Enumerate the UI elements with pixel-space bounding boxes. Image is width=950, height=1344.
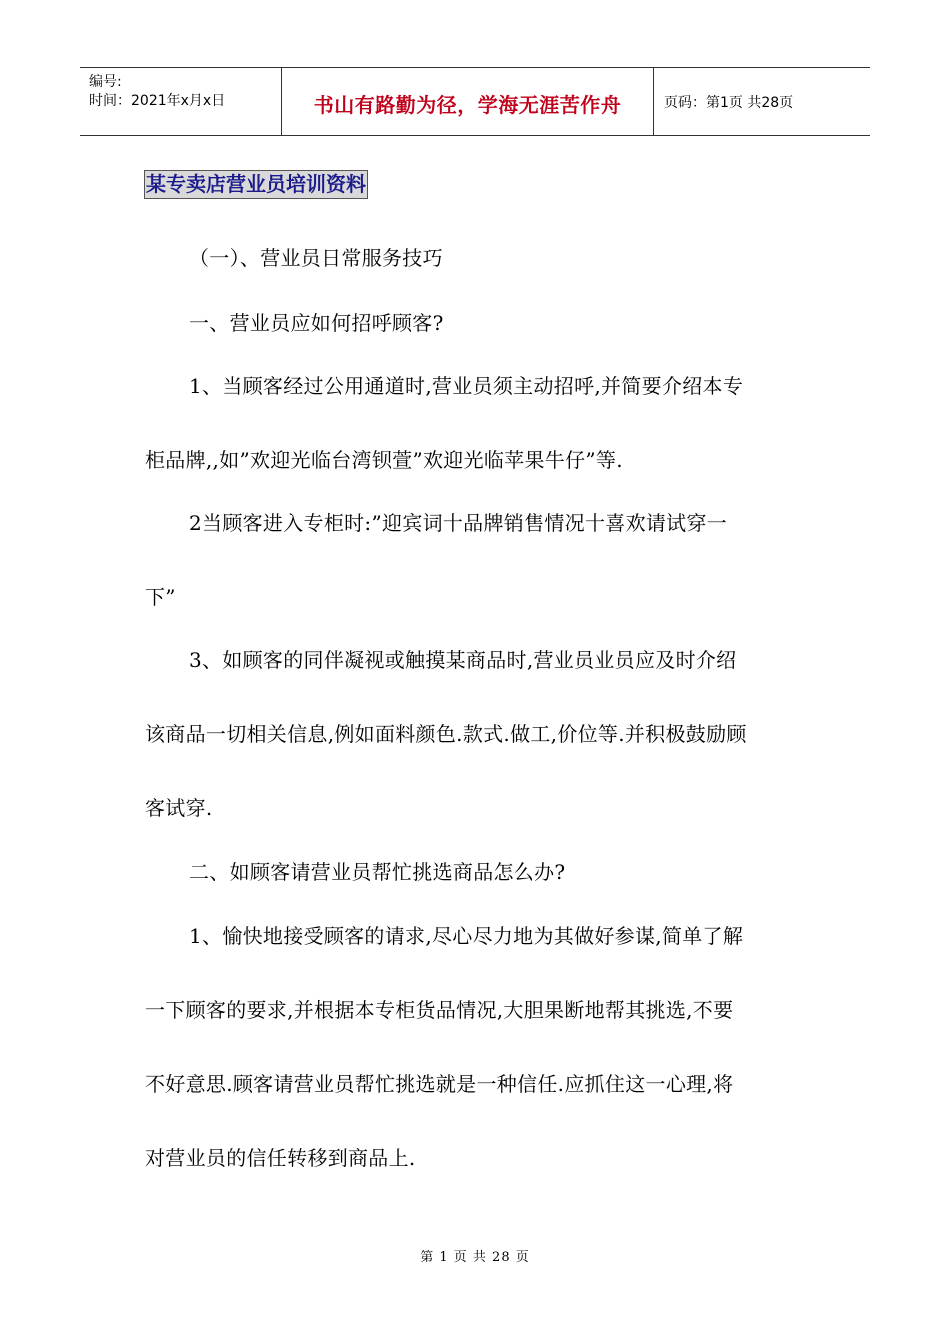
question-heading: 二、如顾客请营业员帮忙挑选商品怎么办? [189, 860, 566, 884]
paragraph-line: 柜品牌,,如”欢迎光临台湾钡萱”欢迎光临苹果牛仔”等. [145, 448, 623, 472]
paragraph-line: 对营业员的信任转移到商品上. [145, 1146, 416, 1170]
paragraph-line: 1、当顾客经过公用通道时,营业员须主动招呼,并简要介绍本专 [189, 374, 744, 398]
number-label: 编号: [89, 74, 122, 90]
paragraph-line: 下” [145, 585, 176, 609]
page-footer: 第 1 页 共 28 页 [420, 1250, 530, 1265]
header-meta-cell [80, 68, 282, 135]
paragraph-line: 一下顾客的要求,并根据本专柜货品情况,大胆果断地帮其挑选,不要 [145, 998, 734, 1022]
motto-text: 书山有路勤为径，学海无涯苦作舟 [313, 93, 622, 117]
question-heading: 一、营业员应如何招呼顾客? [189, 311, 444, 335]
header-motto-cell [282, 68, 654, 135]
header-page-cell [654, 68, 870, 135]
section-heading: （一）、营业员日常服务技巧 [189, 246, 443, 270]
paragraph-line: 该商品一切相关信息,例如面料颜色.款式.做工,价位等.并积极鼓励顾 [145, 722, 747, 746]
header-table [80, 67, 870, 136]
paragraph-line: 2当顾客进入专柜时:”迎宾词十品牌销售情况十喜欢请试穿一 [189, 511, 728, 535]
paragraph-line: 不好意思.顾客请营业员帮忙挑选就是一种信任.应抓住这一心理,将 [145, 1072, 734, 1096]
paragraph-line: 3、如顾客的同伴凝视或触摸某商品时,营业员业员应及时介绍 [189, 648, 737, 672]
paragraph-line: 客试穿. [145, 796, 213, 820]
paragraph-line: 1、愉快地接受顾客的请求,尽心尽力地为其做好参谋,简单了解 [189, 924, 744, 948]
document-title: 某专卖店营业员培训资料 [144, 170, 368, 199]
date-label: 时间：2021年x月x日 [89, 93, 226, 109]
page-info: 页码：第1页 共28页 [664, 94, 794, 111]
